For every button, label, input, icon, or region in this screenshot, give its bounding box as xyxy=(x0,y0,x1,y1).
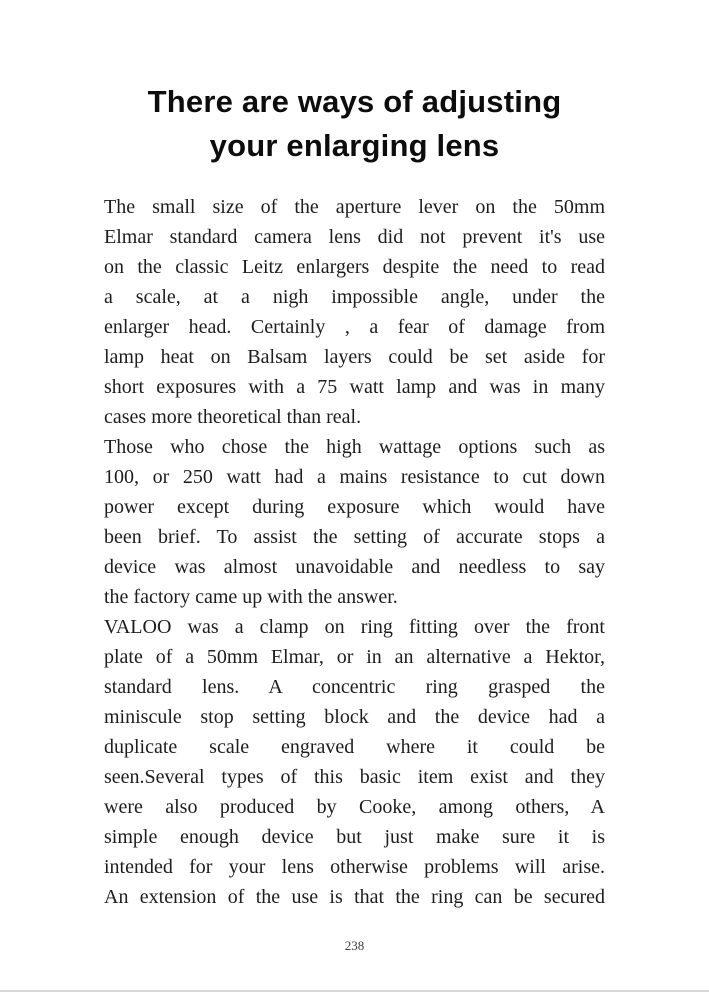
text-line: been brief. To assist the setting of accurate stops a xyxy=(104,526,605,548)
paragraph xyxy=(104,612,605,912)
text-line: on the classic Leitz enlargers despite the need to read xyxy=(104,256,605,278)
text-line: 100, or 250 watt had a mains resistance to cut down xyxy=(104,466,605,488)
text-line: duplicate scale engraved where it could be xyxy=(104,736,605,758)
text-line: short exposures with a 75 watt lamp and was in many xyxy=(104,376,605,398)
text-line: simple enough device but just make sure it is xyxy=(104,826,605,848)
text-line: An extension of the use is that the ring can be secured xyxy=(104,886,605,908)
text-line: power except during exposure which would have xyxy=(104,496,605,518)
text-line: VALOO was a clamp on ring fitting over the front xyxy=(104,616,605,638)
page-title-line: your enlarging lens xyxy=(209,128,500,163)
paragraph xyxy=(104,432,605,612)
paragraph xyxy=(104,192,605,432)
text-line: cases more theoretical than real. xyxy=(104,406,362,428)
text-line: Elmar standard camera lens did not prevent it's use xyxy=(104,226,605,248)
page-number: 238 xyxy=(344,938,365,953)
text-line: The small size of the aperture lever on the 50mm xyxy=(104,196,605,218)
text-line: a scale, at a nigh impossible angle, under the xyxy=(104,286,605,308)
text-line: the factory came up with the answer. xyxy=(104,586,398,608)
text-line: intended for your lens otherwise problems will arise. xyxy=(104,856,605,878)
text-line: plate of a 50mm Elmar, or in an alternative a Hektor, xyxy=(104,646,605,668)
text-line: lamp heat on Balsam layers could be set aside for xyxy=(104,346,605,368)
text-line: Those who chose the high wattage options such as xyxy=(104,436,605,458)
text-line: seen.Several types of this basic item exist and they xyxy=(104,766,605,788)
text-line: standard lens. A concentric ring grasped the xyxy=(104,676,605,698)
text-line: were also produced by Cooke, among others, A xyxy=(104,796,605,818)
page-title xyxy=(0,0,709,168)
page-body xyxy=(104,192,605,912)
text-line: enlarger head. Certainly , a fear of damage from xyxy=(104,316,605,338)
text-line: device was almost unavoidable and needless to say xyxy=(104,556,605,578)
page-title-line: There are ways of adjusting xyxy=(147,84,562,119)
text-line: miniscule stop setting block and the device had a xyxy=(104,706,605,728)
